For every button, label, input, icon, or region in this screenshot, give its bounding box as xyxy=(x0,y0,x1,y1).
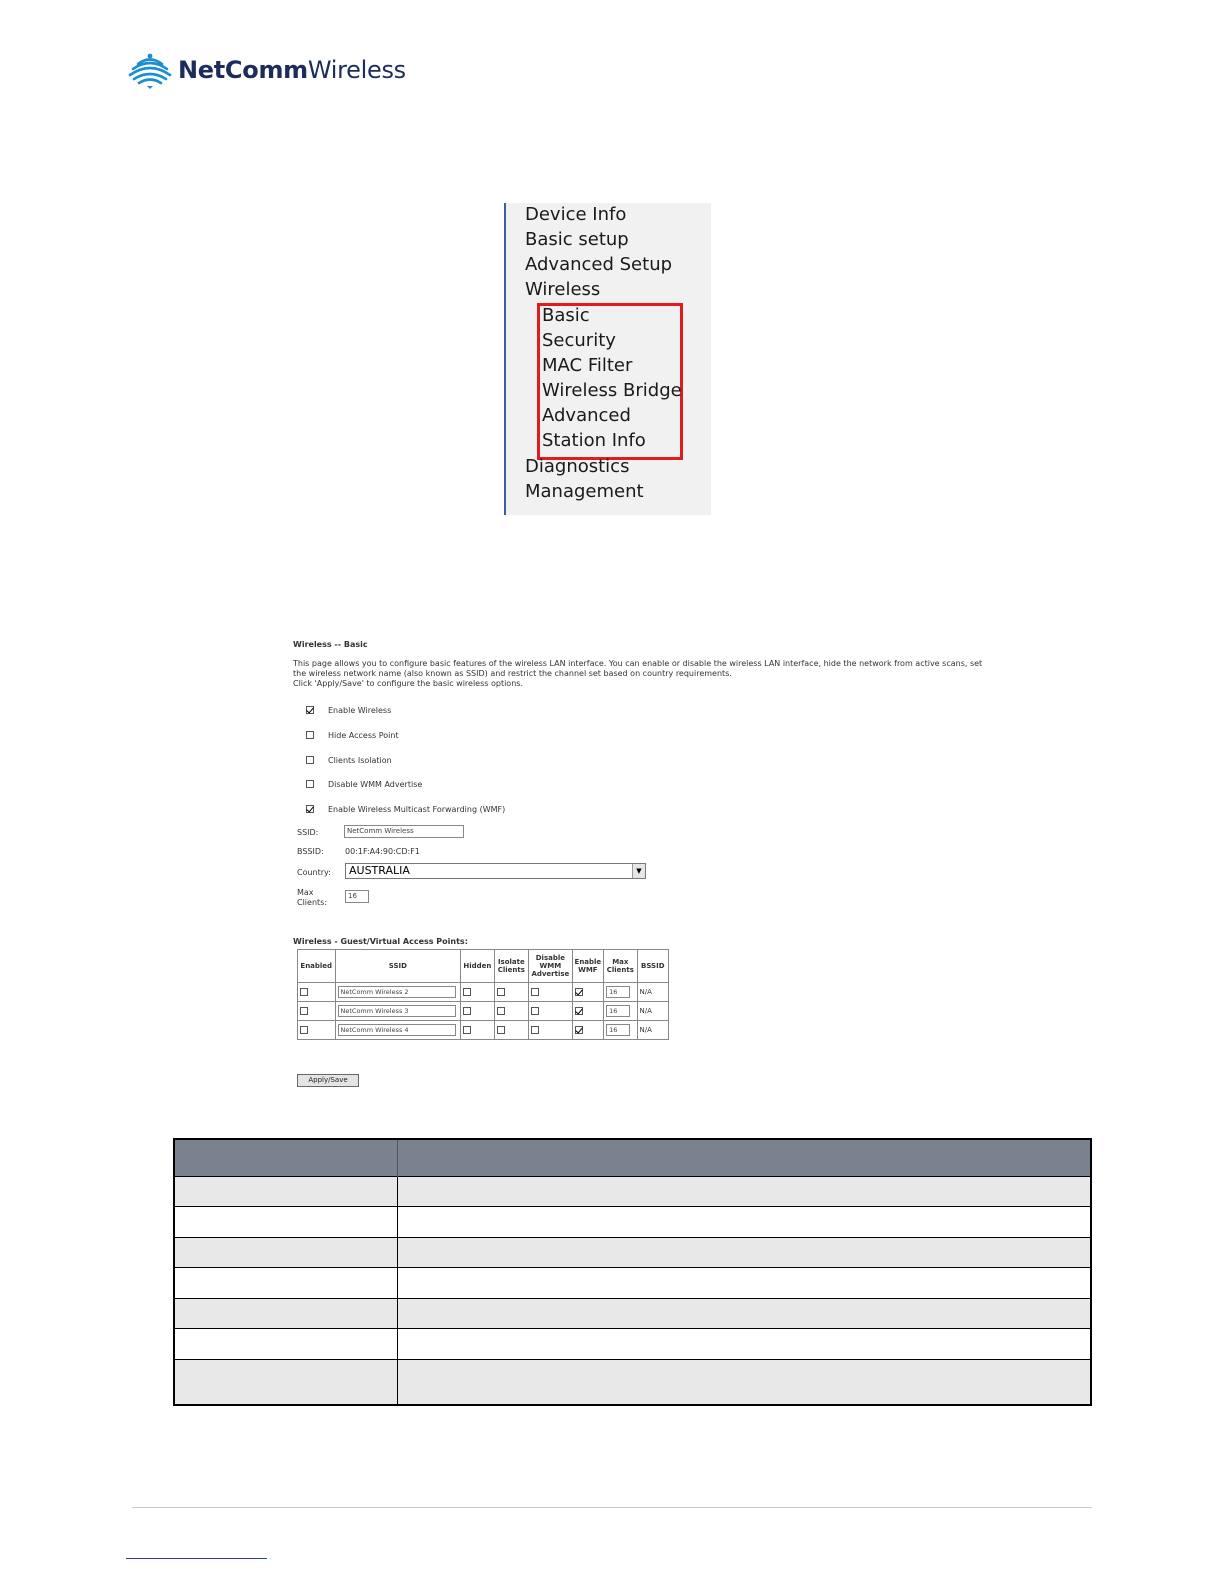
table-cell xyxy=(398,1238,1092,1268)
table-cell xyxy=(174,1299,398,1329)
guest-ssid-input[interactable]: NetComm Wireless 3 xyxy=(338,1005,456,1017)
hide-access-point-label: Hide Access Point xyxy=(328,731,399,740)
router-side-menu xyxy=(504,203,711,515)
country-value: AUSTRALIA xyxy=(349,864,410,877)
col-hidden: Hidden xyxy=(461,950,494,983)
menu-subitem-advanced[interactable]: Advanced xyxy=(542,405,631,426)
guest-max-clients-input[interactable]: 16 xyxy=(606,1005,630,1017)
guest-ap-title: Wireless - Guest/Virtual Access Points: xyxy=(293,937,468,946)
page-title: Wireless -- Basic xyxy=(293,640,368,649)
col-isolate-line-2: Clients xyxy=(497,966,525,974)
table-row xyxy=(174,1207,1091,1238)
table-cell xyxy=(174,1268,398,1299)
col-enabled: Enabled xyxy=(298,950,336,983)
guest-enable-wmf-checkbox[interactable] xyxy=(575,1007,583,1015)
ssid-input[interactable]: NetComm Wireless xyxy=(344,825,464,838)
col-disable-line-3: Advertise xyxy=(531,970,570,978)
logo-wordmark xyxy=(178,56,406,84)
col-disable-line-2: WMM xyxy=(539,962,562,970)
table-cell xyxy=(398,1268,1092,1299)
table-cell xyxy=(174,1329,398,1360)
guest-enabled-checkbox[interactable] xyxy=(300,1007,308,1015)
col-disable-line-1: Disable xyxy=(535,954,565,962)
table-row xyxy=(298,1021,669,1040)
wifi-signal-icon xyxy=(128,50,172,90)
guest-bssid: N/A xyxy=(637,1002,668,1021)
menu-subitem-station-info[interactable]: Station Info xyxy=(542,430,646,451)
table-row xyxy=(174,1360,1091,1405)
guest-isolate-checkbox[interactable] xyxy=(497,988,505,996)
guest-disable-wmm-checkbox[interactable] xyxy=(531,1007,539,1015)
wireless-basic-screenshot xyxy=(292,638,983,1098)
clients-isolation-label: Clients Isolation xyxy=(328,756,392,765)
guest-hidden-checkbox[interactable] xyxy=(463,1007,471,1015)
intro-line-2: the wireless network name (also known as SSID) and restrict the channel set based on country requirements. xyxy=(293,669,732,678)
enable-wireless-checkbox[interactable] xyxy=(306,706,314,714)
intro-line-3: Click 'Apply/Save' to configure the basic wireless options. xyxy=(293,679,523,688)
table-row xyxy=(174,1299,1091,1329)
menu-subitem-wireless-bridge[interactable]: Wireless Bridge xyxy=(542,380,682,401)
table-cell xyxy=(398,1207,1092,1238)
table-cell xyxy=(174,1207,398,1238)
guest-bssid: N/A xyxy=(637,983,668,1002)
country-select[interactable] xyxy=(345,863,646,879)
guest-max-clients-input[interactable]: 16 xyxy=(606,986,630,998)
logo-text-bold: NetComm xyxy=(178,56,308,84)
guest-enable-wmf-checkbox[interactable] xyxy=(575,988,583,996)
apply-save-button[interactable]: Apply/Save xyxy=(297,1074,359,1087)
guest-ssid-input[interactable]: NetComm Wireless 2 xyxy=(338,986,456,998)
table-row xyxy=(298,1002,669,1021)
guest-hidden-checkbox[interactable] xyxy=(463,988,471,996)
table-row xyxy=(174,1177,1091,1207)
table-cell xyxy=(398,1299,1092,1329)
guest-enabled-checkbox[interactable] xyxy=(300,988,308,996)
guest-disable-wmm-checkbox[interactable] xyxy=(531,988,539,996)
menu-subitem-security[interactable]: Security xyxy=(542,330,616,351)
menu-item-device-info[interactable]: Device Info xyxy=(525,204,627,225)
guest-bssid: N/A xyxy=(637,1021,668,1040)
enable-wmf-label: Enable Wireless Multicast Forwarding (WMF) xyxy=(328,805,506,814)
table-row xyxy=(174,1268,1091,1299)
menu-item-basic-setup[interactable]: Basic setup xyxy=(525,229,629,250)
col-isolate-line-1: Isolate xyxy=(497,958,525,966)
table-header-row xyxy=(298,950,669,983)
table-header-row xyxy=(174,1139,1091,1177)
col-isolate-clients xyxy=(494,950,528,983)
netcomm-logo xyxy=(128,50,428,90)
table-cell xyxy=(174,1177,398,1207)
col-bssid: BSSID xyxy=(637,950,668,983)
ssid-label: SSID: xyxy=(297,828,319,837)
col-wmf-line-1: Enable xyxy=(574,958,602,966)
table-cell xyxy=(174,1238,398,1268)
guest-isolate-checkbox[interactable] xyxy=(497,1026,505,1034)
disable-wmm-advertise-label: Disable WMM Advertise xyxy=(328,780,423,789)
menu-item-diagnostics[interactable]: Diagnostics xyxy=(525,456,630,477)
guest-isolate-checkbox[interactable] xyxy=(497,1007,505,1015)
guest-disable-wmm-checkbox[interactable] xyxy=(531,1026,539,1034)
guest-enabled-checkbox[interactable] xyxy=(300,1026,308,1034)
menu-item-wireless[interactable]: Wireless xyxy=(525,279,601,300)
bssid-value: 00:1F:A4:90:CD:F1 xyxy=(345,847,420,856)
table-cell xyxy=(398,1360,1092,1405)
table-cell xyxy=(398,1177,1092,1207)
footer-divider xyxy=(132,1507,1092,1508)
col-enable-wmf xyxy=(572,950,603,983)
footer-link-underline[interactable] xyxy=(126,1558,267,1559)
table-row xyxy=(298,983,669,1002)
hide-access-point-checkbox[interactable] xyxy=(306,731,314,739)
guest-enable-wmf-checkbox[interactable] xyxy=(575,1026,583,1034)
col-max-clients xyxy=(604,950,637,983)
table-row xyxy=(174,1238,1091,1268)
col-wmf-line-2: WMF xyxy=(578,966,598,974)
menu-item-management[interactable]: Management xyxy=(525,481,644,502)
disable-wmm-advertise-checkbox[interactable] xyxy=(306,780,314,788)
guest-max-clients-input[interactable]: 16 xyxy=(606,1024,630,1036)
enable-wireless-label: Enable Wireless xyxy=(328,706,392,715)
col-max-line-1: Max xyxy=(612,958,629,966)
guest-hidden-checkbox[interactable] xyxy=(463,1026,471,1034)
guest-ap-table xyxy=(297,949,669,1040)
menu-item-advanced-setup[interactable]: Advanced Setup xyxy=(525,254,673,275)
col-ssid: SSID xyxy=(335,950,461,983)
col-max-line-2: Clients xyxy=(606,966,634,974)
clients-isolation-checkbox[interactable] xyxy=(306,756,314,764)
table-row xyxy=(174,1329,1091,1360)
settings-description-table xyxy=(173,1138,1092,1406)
intro-line-1: This page allows you to configure basic features of the wireless LAN interface. You can enable or disable the wireless LAN interface, hide the network from active scans, set xyxy=(293,659,983,668)
table-header-cell xyxy=(398,1139,1092,1177)
menu-subitem-mac-filter[interactable]: MAC Filter xyxy=(542,355,633,376)
menu-subitem-basic[interactable]: Basic xyxy=(542,305,590,326)
max-clients-input[interactable]: 16 xyxy=(345,890,369,903)
bssid-label: BSSID: xyxy=(297,847,324,856)
logo-text-light: Wireless xyxy=(307,56,406,84)
country-label: Country: xyxy=(297,868,331,877)
max-clients-label-1: Max xyxy=(297,888,314,897)
chevron-down-icon[interactable]: ▼ xyxy=(632,864,645,878)
max-clients-label-2: Clients: xyxy=(297,898,328,907)
table-header-cell xyxy=(174,1139,398,1177)
table-cell xyxy=(398,1329,1092,1360)
guest-ssid-input[interactable]: NetComm Wireless 4 xyxy=(338,1024,456,1036)
table-cell xyxy=(174,1360,398,1405)
col-disable-wmm xyxy=(529,950,573,983)
enable-wmf-checkbox[interactable] xyxy=(306,805,314,813)
